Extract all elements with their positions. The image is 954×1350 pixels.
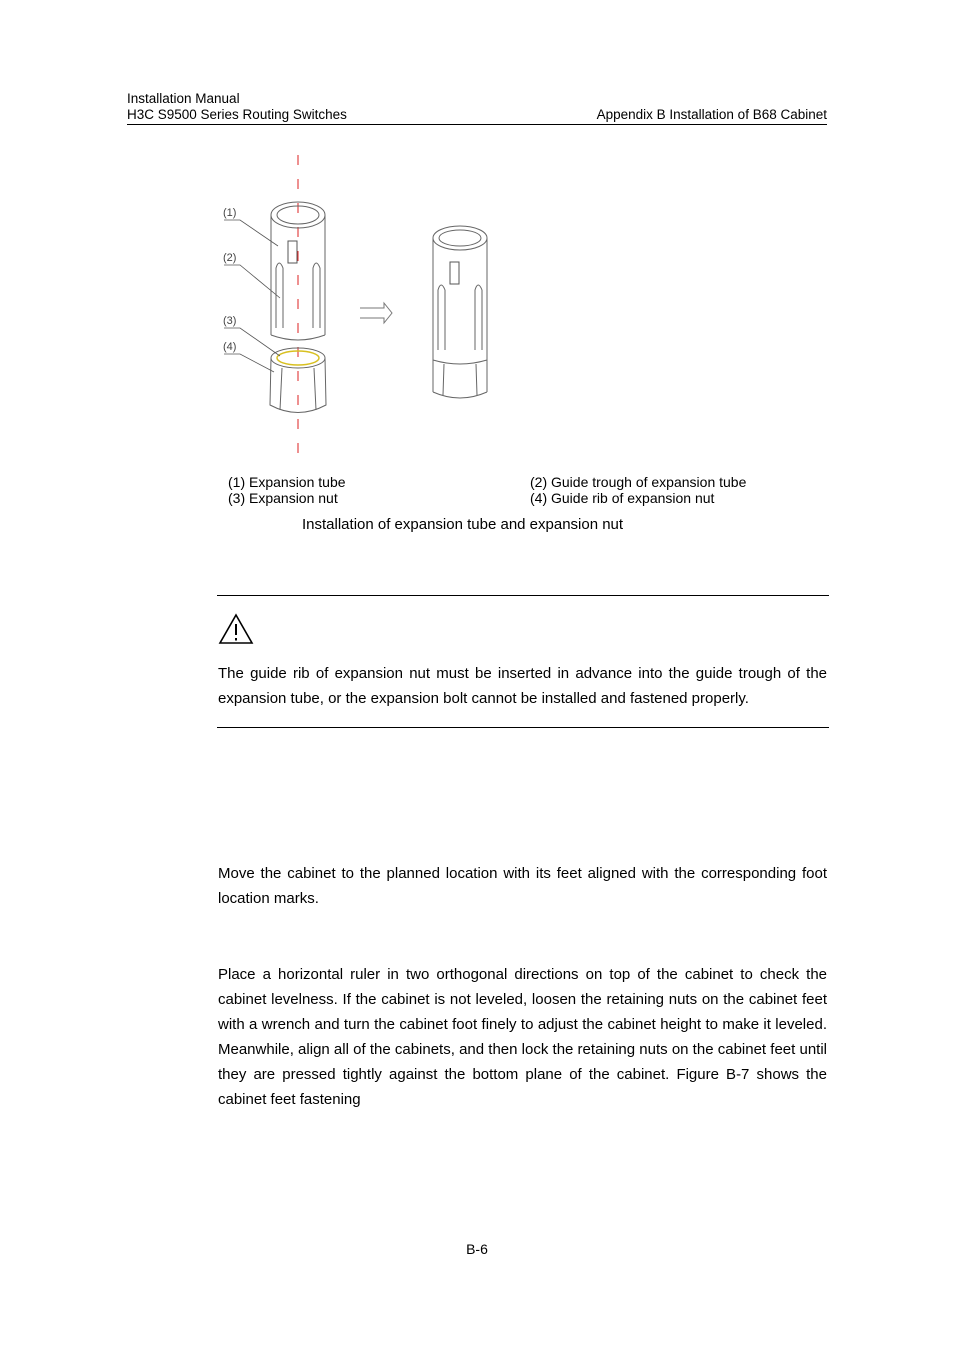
legend-item-2: (2) Guide trough of expansion tube xyxy=(530,474,747,490)
callout-4: (4) xyxy=(223,341,237,353)
header-doc-type: Installation Manual xyxy=(127,91,240,106)
page-number: B-6 xyxy=(466,1241,488,1257)
expansion-tube-figure xyxy=(210,150,510,460)
callout-3: (3) xyxy=(223,315,237,327)
callout-1: (1) xyxy=(223,207,237,219)
expansion-tube xyxy=(271,202,325,340)
body-paragraph-1: Move the cabinet to the planned location with its feet aligned with the corresponding foot location marks. xyxy=(218,865,827,907)
callout-labels xyxy=(223,207,236,353)
warning-triangle-icon xyxy=(218,613,254,645)
caution-top-rule xyxy=(217,595,829,596)
legend-item-4: (4) Guide rib of expansion nut xyxy=(530,490,715,506)
caution-text: The guide rib of expansion nut must be inserted in advance into the guide trough of the expansion tube, or the expansion bolt cannot be installed and fastened properly. xyxy=(218,665,827,707)
header-product: H3C S9500 Series Routing Switches xyxy=(127,107,347,122)
figure-caption: Installation of expansion tube and expansion nut xyxy=(302,516,624,533)
body-paragraph-2: Place a horizontal ruler in two orthogonal directions on top of the cabinet to check the cabinet levelness. If the cabinet is not leveled, loosen the retaining nuts on the cabinet feet with a wrench and turn the cabinet foot finely to adjust the cabinet height to make it leveled. Meanwhile, align all of the cabinets, and then lock the retaining nuts on the cabinet feet until they are pressed tightly against the bottom plane of the cabinet. Figure B-7 shows the cabinet feet fastening xyxy=(218,966,827,1108)
legend-item-1: (1) Expansion tube xyxy=(228,474,346,490)
legend-item-3: (3) Expansion nut xyxy=(228,490,338,506)
header-line xyxy=(127,107,827,123)
caution-bottom-rule xyxy=(217,727,829,728)
header-rule xyxy=(127,124,827,125)
assembled-expansion-bolt xyxy=(433,226,487,398)
header-section: Appendix B Installation of B68 Cabinet xyxy=(596,107,827,122)
callout-2: (2) xyxy=(223,252,237,264)
assembly-arrow-icon xyxy=(360,303,392,323)
